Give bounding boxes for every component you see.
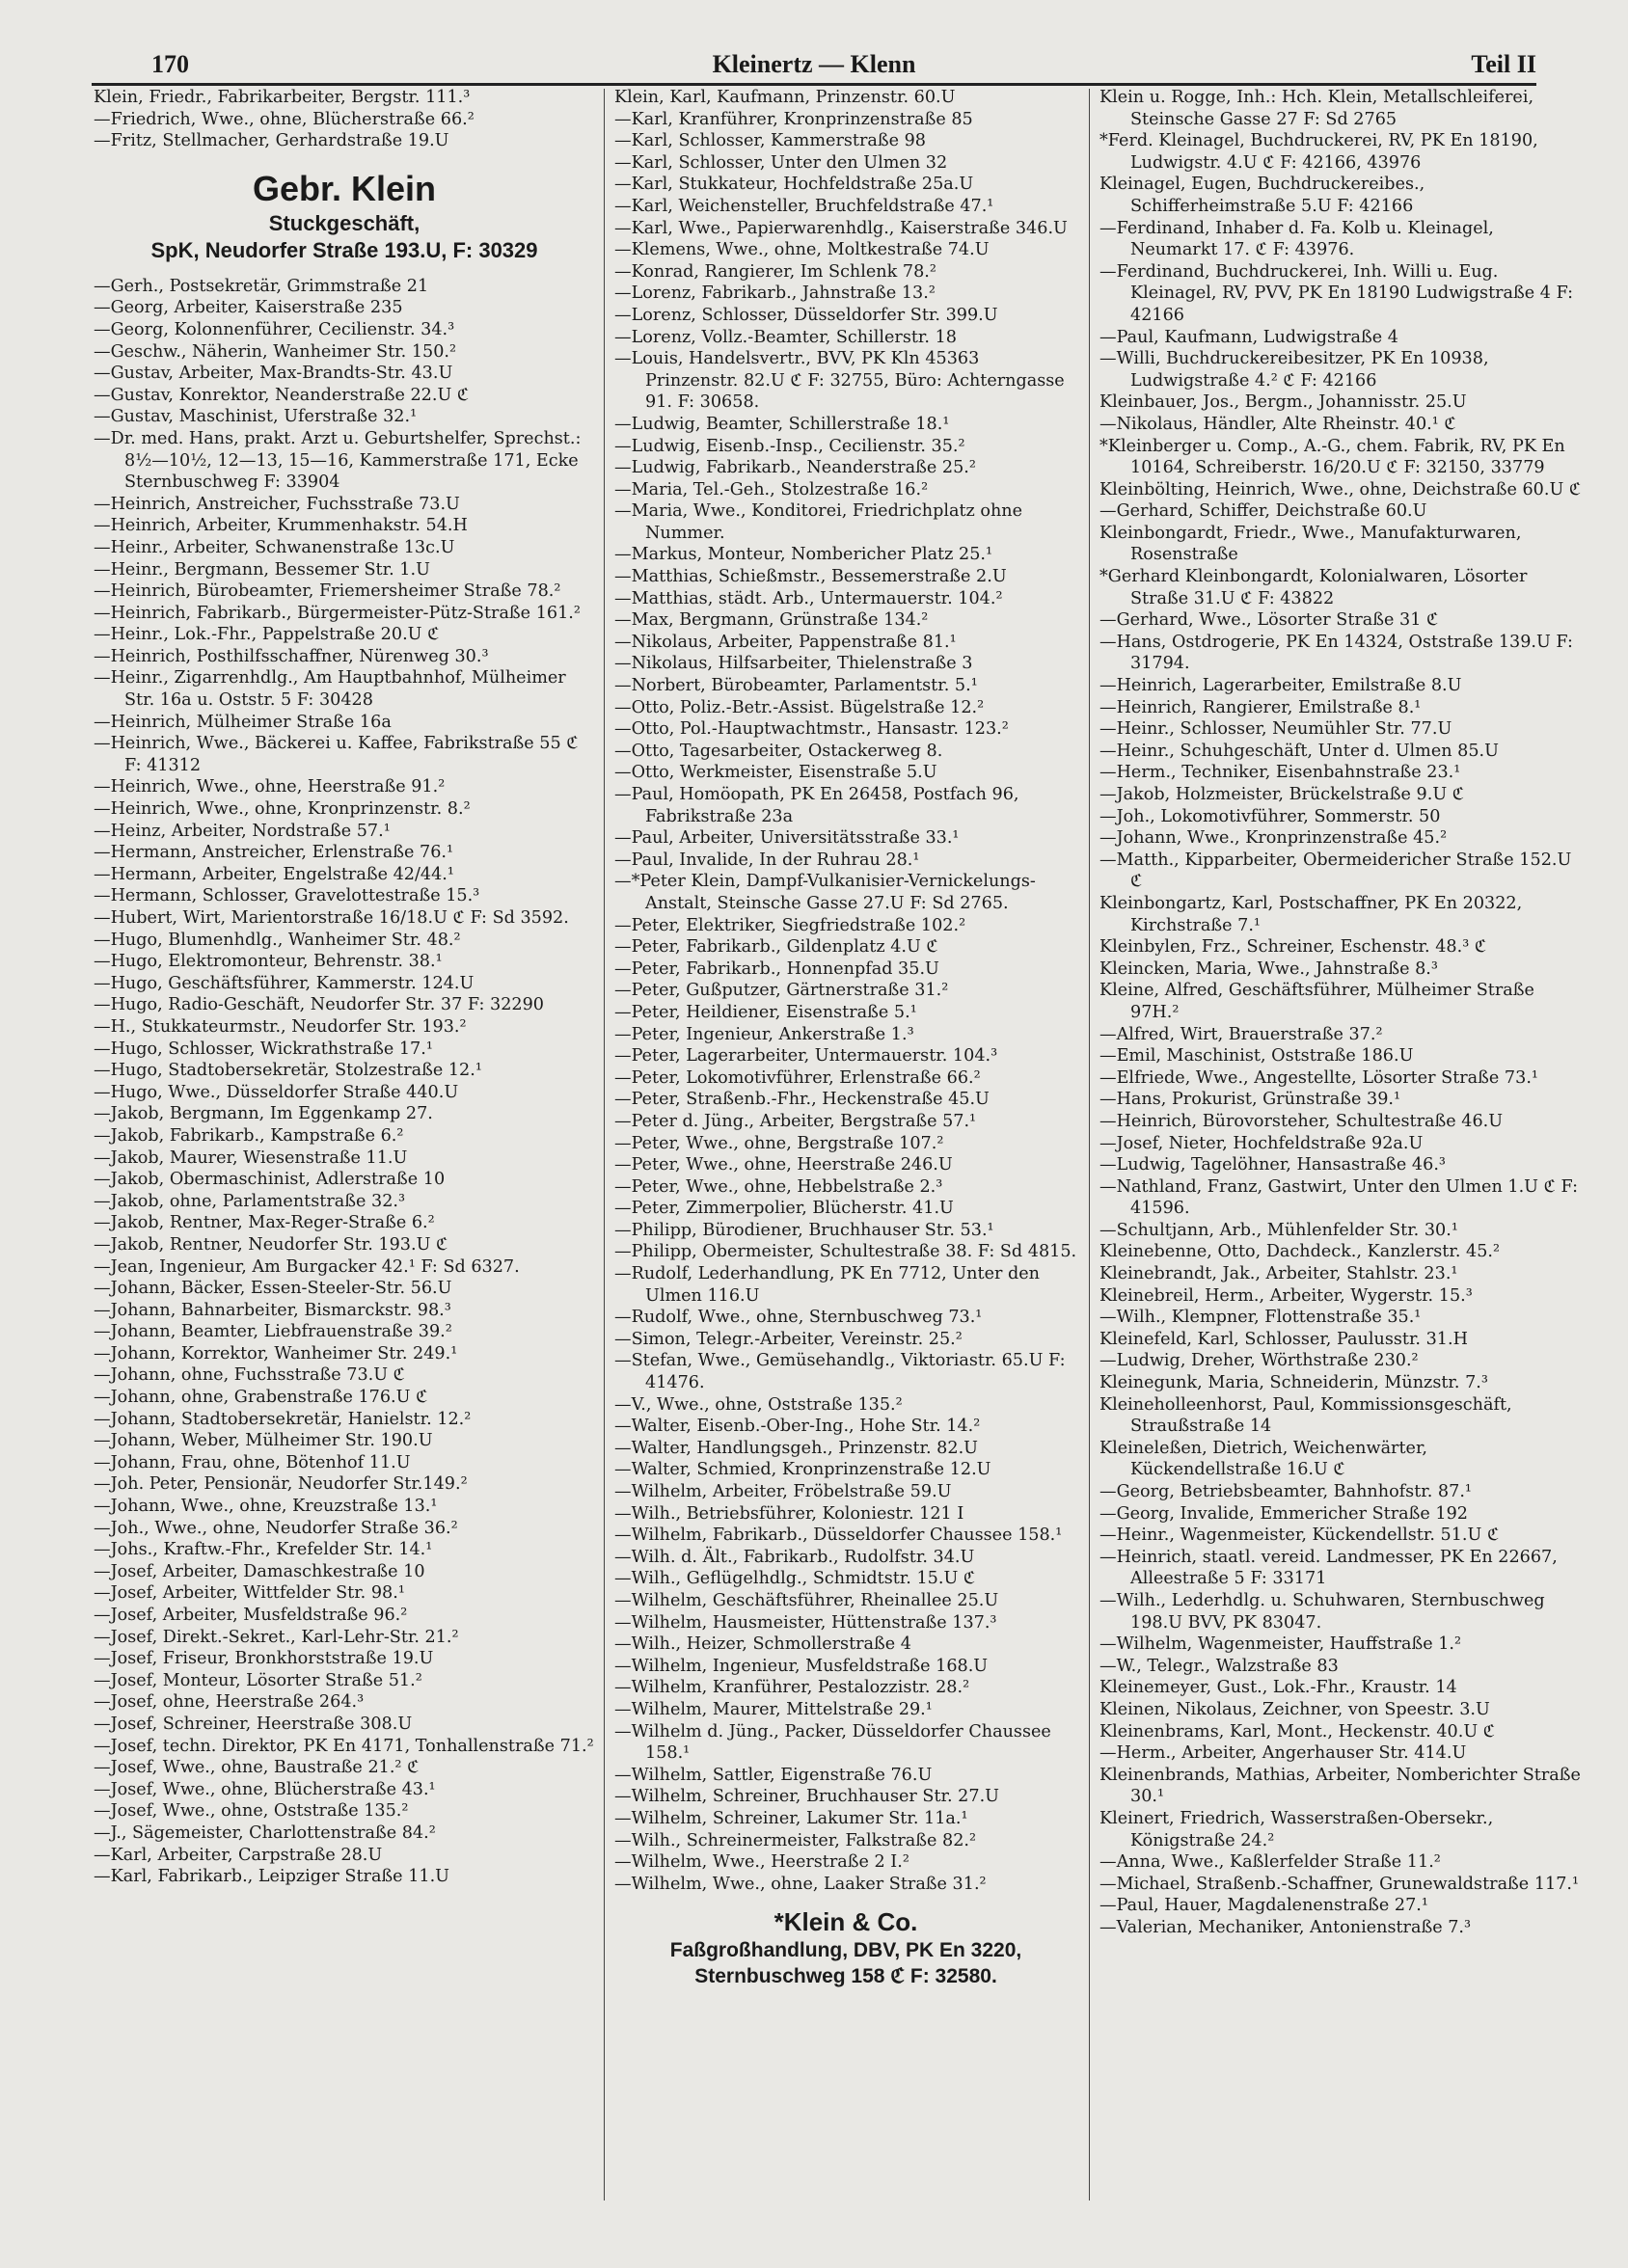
column-2-entries [614,87,1077,1895]
directory-entry: —Hermann, Schlosser, Gravelottestraße 15.³ [94,886,480,906]
directory-entry: —Georg, Betriebsbeamter, Bahnhofstr. 87.¹ [1099,1482,1472,1501]
directory-entry: —Ludwig, Beamter, Schillerstraße 18.¹ [614,414,950,434]
directory-entry: —Dr. med. Hans, prakt. Arzt u. Geburtshelfer, Sprechst.: 8½—10½, 12—13, 15—16, Kammerstraße 171, Ecke Sternbuschweg F: 33904 [94,428,582,493]
directory-entry: —Peter, Straßenb.-Fhr., Heckenstraße 45.U [614,1090,990,1110]
directory-entry: —Heinr., Wagenmeister, Kückendellstr. 51.U ℭ [1099,1526,1500,1546]
directory-entry: —Josef, Wwe., ohne, Oststraße 135.² [94,1801,409,1822]
directory-entry: Kleine, Alfred, Geschäftsführer, Mülheimer Straße 97H.² [1099,981,1534,1022]
directory-entry: —Jakob, Rentner, Neudorfer Str. 193.U ℭ [94,1234,448,1255]
directory-entry: —Hermann, Arbeiter, Engelstraße 42/44.¹ [94,864,454,884]
directory-entry: Kleinbongardt, Friedr., Wwe., Manufakturwaren, Rosenstraße [1099,523,1522,565]
directory-entry: —Heinrich, staatl. vereid. Landmesser, PK En 22667, Alleestraße 5 F: 33171 [1099,1547,1558,1589]
directory-entry: —Wilhelm, Schreiner, Bruchhauser Str. 27.U [614,1787,999,1807]
directory-entry: —Otto, Tagesarbeiter, Ostackerweg 8. [614,741,943,761]
directory-entry: —Klemens, Wwe., ohne, Moltkestraße 74.U [614,240,990,260]
directory-entry: —Ferdinand, Buchdruckerei, Inh. Willi u. Eug. Kleinagel, RV, PVV, PK En 18190 Ludwigstraße 4 F: 42166 [1099,261,1574,325]
directory-entry: —Peter, Wwe., ohne, Heerstraße 246.U [614,1155,953,1175]
directory-entry: Kleinebrandt, Jak., Arbeiter, Stahlstr. 23.¹ [1099,1264,1458,1284]
directory-entry: —Joh. Peter, Pensionär, Neudorfer Str.149.² [94,1474,468,1495]
directory-entry: —Max, Bergmann, Grünstraße 134.² [614,610,929,631]
directory-entry: —Wilhelm, Sattler, Eigenstraße 76.U [614,1765,933,1785]
directory-entry: —Peter, Fabrikarb., Gildenplatz 4.U ℭ [614,937,938,958]
directory-entry: —Peter, Ingenieur, Ankerstraße 1.³ [614,1024,914,1044]
directory-entry: —Wilhelm, Hausmeister, Hüttenstraße 137.³ [614,1612,997,1633]
directory-entry: —Karl, Weichensteller, Bruchfeldstraße 47.¹ [614,196,994,216]
directory-entry: —Karl, Fabrikarb., Leipziger Straße 11.U [94,1867,449,1887]
directory-entry: —Paul, Invalide, In der Ruhrau 28.¹ [614,850,920,870]
directory-entry: —Heinrich, Wwe., Bäckerei u. Kaffee, Fabrikstraße 55 ℭ F: 41312 [94,734,579,775]
directory-entry: —Ferdinand, Inhaber d. Fa. Kolb u. Kleinagel, Neumarkt 17. ℭ F: 43976. [1099,218,1494,260]
directory-entry: —Paul, Kaufmann, Ludwigstraße 4 [1099,327,1398,347]
part-label: Teil II [1471,50,1536,78]
column-1 [94,87,595,2229]
directory-entry: —Nikolaus, Händler, Alte Rheinstr. 40.¹ ℭ [1099,414,1456,434]
directory-entry: —Heinrich, Mülheimer Straße 16a [94,712,392,732]
directory-entry: —Jakob, ohne, Parlamentstraße 32.³ [94,1191,406,1211]
directory-entry: —Heinrich, Rangierer, Emilstraße 8.¹ [1099,697,1422,717]
directory-entry: —Johann, Wwe., Kronprinzenstraße 45.² [1099,828,1448,849]
directory-entry: —Wilhelm, Geschäftsführer, Rheinallee 25.U [614,1590,999,1610]
directory-entry: Kleinbauer, Jos., Bergm., Johannisstr. 25.U [1099,392,1467,413]
directory-entry: —Valerian, Mechaniker, Antonienstraße 7.³ [1099,1917,1472,1937]
directory-entry: —Lorenz, Schlosser, Düsseldorfer Str. 399.U [614,305,998,325]
directory-entry: —Hans, Ostdrogerie, PK En 14324, Oststraße 139.U F: 31794. [1099,632,1573,674]
directory-entry: —Gerhard, Schiffer, Deichstraße 60.U [1099,501,1427,522]
directory-entry: —Johann, ohne, Fuchsstraße 73.U ℭ [94,1365,406,1386]
directory-entry: Kleincken, Maria, Wwe., Jahnstraße 8.³ [1099,958,1438,979]
directory-entry: —Johann, Bahnarbeiter, Bismarckstr. 98.³ [94,1300,451,1320]
directory-entry: —Josef, Direkt.-Sekret., Karl-Lehr-Str. 21.² [94,1627,459,1647]
directory-entry: —Rudolf, Wwe., ohne, Sternbuschweg 73.¹ [614,1308,983,1328]
directory-entry: —Johann, Wwe., ohne, Kreuzstraße 13.¹ [94,1497,438,1517]
directory-entry: —Rudolf, Lederhandlung, PK En 7712, Unter den Ulmen 116.U [614,1264,1041,1306]
ad-name: Gebr. Klein [252,168,437,208]
directory-entry: —Markus, Monteur, Nombericher Platz 25.¹ [614,545,993,565]
directory-entry: —Karl, Kranführer, Kronprinzenstraße 85 [614,109,973,129]
directory-entry: Kleineholleenhorst, Paul, Kommissionsgeschäft, Straußstraße 14 [1099,1394,1512,1437]
directory-entry: —Hugo, Blumenhdlg., Wanheimer Str. 48.² [94,930,461,950]
directory-entry: —Paul, Hauer, Magdalenenstraße 27.¹ [1099,1896,1428,1916]
directory-entry: —Simon, Telegr.-Arbeiter, Vereinstr. 25.² [614,1329,963,1349]
directory-entry: —*Peter Klein, Dampf-Vulkanisier-Vernickelungs-Anstalt, Steinsche Gasse 27.U F: Sd 2765. [614,872,1036,913]
directory-entry: —Peter, Heildiener, Eisenstraße 5.¹ [614,1002,917,1022]
directory-entry: —Josef, Wwe., ohne, Baustraße 21.² ℭ [94,1758,420,1778]
directory-entry: —Heinrich, Wwe., ohne, Heerstraße 91.² [94,777,446,797]
directory-entry: Kleinbölting, Heinrich, Wwe., ohne, Deichstraße 60.U ℭ [1099,479,1582,500]
ad-address: SpK, Neudorfer Straße 193.U, F: 30329 [150,237,538,262]
directory-entry: —Karl, Wwe., Papierwarenhdlg., Kaiserstraße 346.U [614,218,1068,238]
directory-entry: —Wilhelm, Kranführer, Pestalozzistr. 28.² [614,1678,970,1698]
directory-entry: —Johann, ohne, Grabenstraße 176.U ℭ [94,1388,428,1408]
directory-entry: Kleinenbrands, Mathias, Arbeiter, Nomberichter Straße 30.¹ [1099,1765,1581,1807]
directory-entry: —Gustav, Maschinist, Uferstraße 32.¹ [94,407,418,427]
directory-entry: —Peter, Zimmerpolier, Blücherstr. 41.U [614,1199,954,1219]
directory-entry: —Peter, Wwe., ohne, Bergstraße 107.² [614,1133,944,1153]
directory-entry: —Hubert, Wirt, Marientorstraße 16/18.U ℭ F: Sd 3592. [94,908,569,928]
ad-line-2: Sternbuschweg 158 ℭ F: 32580. [694,1965,997,1988]
directory-entry: —Herm., Arbeiter, Angerhauser Str. 414.U [1099,1743,1467,1764]
directory-entry: —Johann, Beamter, Liebfrauenstraße 39.² [94,1322,452,1342]
directory-entry: —Ludwig, Dreher, Wörthstraße 230.² [1099,1351,1419,1371]
directory-entry: —Wilhelm, Wagenmeister, Hauffstraße 1.² [1099,1634,1462,1655]
directory-entry: Kleinebreil, Herm., Arbeiter, Wygerstr. 15.³ [1099,1285,1473,1306]
directory-entry: —Nikolaus, Arbeiter, Pappenstraße 81.¹ [614,632,957,652]
directory-entry: Kleinegunk, Maria, Schneiderin, Münzstr. 7.³ [1099,1373,1488,1393]
directory-entry: —Emil, Maschinist, Oststraße 186.U [1099,1046,1414,1066]
directory-entry: —Wilh., Heizer, Schmollerstraße 4 [614,1634,911,1655]
directory-entry: —Fritz, Stellmacher, Gerhardstraße 19.U [94,131,449,151]
directory-entry: —Norbert, Bürobeamter, Parlamentstr. 5.¹ [614,676,978,696]
directory-entry: —Heinr., Lok.-Fhr., Pappelstraße 20.U ℭ [94,625,440,645]
directory-entry: —Ludwig, Tagelöhner, Hansastraße 46.³ [1099,1155,1446,1175]
directory-entry: —Joh., Wwe., ohne, Neudorfer Straße 36.² [94,1518,458,1538]
directory-entry: —Hugo, Radio-Geschäft, Neudorfer Str. 37 F: 32290 [94,995,544,1015]
directory-entry: —Schultjann, Arb., Mühlenfelder Str. 30.¹ [1099,1220,1458,1240]
directory-entry: —Heinz, Arbeiter, Nordstraße 57.¹ [94,821,391,841]
directory-entry: —Wilhelm, Arbeiter, Fröbelstraße 59.U [614,1482,952,1501]
directory-entry: —Johs., Kraftw.-Fhr., Krefelder Str. 14.¹ [94,1540,433,1560]
ad-trade: Stuckgeschäft, [268,210,421,235]
directory-entry: —Peter, Elektriker, Siegfriedstraße 102.² [614,915,966,935]
directory-entry: —Heinrich, Bürobeamter, Friemersheimer Straße 78.² [94,581,561,602]
directory-entry: —Jakob, Rentner, Max-Reger-Straße 6.² [94,1213,435,1233]
directory-entry: —Josef, Nieter, Hochfeldstraße 92a.U [1099,1133,1424,1153]
directory-entry: —Wilhelm, Maurer, Mittelstraße 29.¹ [614,1699,933,1719]
directory-entry: —Paul, Homöopath, PK En 26458, Postfach 96, Fabrikstraße 23a [614,785,1019,826]
directory-entry: —Matth., Kipparbeiter, Obermeidericher Straße 152.U ℭ [1099,850,1572,892]
directory-entry: —Georg, Invalide, Emmericher Straße 192 [1099,1503,1468,1524]
ad-line-1: Faßgroßhandlung, DBV, PK En 3220, [669,1939,1022,1962]
directory-entry: —Wilhelm, Wwe., ohne, Laaker Straße 31.² [614,1874,987,1894]
directory-entry: —Ludwig, Fabrikarb., Neanderstraße 25.² [614,458,976,478]
directory-entry: —Josef, Wwe., ohne, Blücherstraße 43.¹ [94,1779,436,1799]
directory-entry: —Otto, Werkmeister, Eisenstraße 5.U [614,763,937,783]
column-divider [1089,89,1090,2200]
directory-entry: —Walter, Schmied, Kronprinzenstraße 12.U [614,1460,991,1480]
directory-entry: —Hugo, Geschäftsführer, Kammerstr. 124.U [94,973,475,993]
directory-entry: —Heinr., Schlosser, Neumühler Str. 77.U [1099,719,1452,740]
directory-entry: —Maria, Wwe., Konditorei, Friedrichplatz ohne Nummer. [614,501,1023,543]
directory-entry: —Gustav, Konrektor, Neanderstraße 22.U ℭ [94,385,470,405]
directory-entry: —Maria, Tel.-Geh., Stolzestraße 16.² [614,479,929,500]
directory-entry: —Lorenz, Vollz.-Beamter, Schillerstr. 18 [614,327,957,347]
directory-entry: —Hans, Prokurist, Grünstraße 39.¹ [1099,1090,1401,1110]
directory-entry: —Otto, Poliz.-Betr.-Assist. Bügelstraße 12.² [614,697,985,717]
directory-entry: Kleinen, Nikolaus, Zeichner, von Speestr. 3.U [1099,1699,1490,1719]
directory-entry: —Johann, Bäcker, Essen-Steeler-Str. 56.U [94,1279,452,1299]
column-1-entries [94,87,595,152]
column-3 [1099,87,1582,2229]
directory-entry: —Jean, Ingenieur, Am Burgacker 42.¹ F: Sd 6327. [94,1256,520,1277]
directory-entry: —Josef, Arbeiter, Musfeldstraße 96.² [94,1606,408,1625]
directory-entry: —Heinrich, Anstreicher, Fuchsstraße 73.U [94,494,460,514]
directory-entry: —Heinrich, Arbeiter, Krummenhakstr. 54.H [94,516,468,536]
directory-entry: —Philipp, Obermeister, Schultestraße 38. F: Sd 4815. [614,1242,1077,1262]
directory-entry: Kleinbylen, Frz., Schreiner, Eschenstr. 48.³ ℭ [1099,937,1487,958]
directory-entry: —H., Stukkateurmstr., Neudorfer Str. 193.² [94,1016,467,1037]
directory-entry: —Johann, Weber, Mülheimer Str. 190.U [94,1431,433,1451]
directory-entry: —Louis, Handelsvertr., BVV, PK Kln 45363 Prinzenstr. 82.U ℭ F: 32755, Büro: Achterngasse 91. F: 30658. [614,349,1065,413]
directory-entry: —Wilhelm, Fabrikarb., Düsseldorfer Chaussee 158.¹ [614,1526,1063,1546]
directory-entry: —J., Sägemeister, Charlottenstraße 84.² [94,1822,436,1843]
directory-entry: —Heinr., Arbeiter, Schwanenstraße 13c.U [94,537,455,557]
directory-entry: —Heinrich, Bürovorsteher, Schultestraße 46.U [1099,1111,1504,1131]
directory-entry: —Karl, Stukkateur, Hochfeldstraße 25a.U [614,175,974,195]
directory-entry: —Hugo, Wwe., Düsseldorfer Straße 440.U [94,1082,459,1102]
directory-entry: *Ferd. Kleinagel, Buchdruckerei, RV, PK En 18190, Ludwigstr. 4.U ℭ F: 42166, 43976 [1099,131,1538,173]
column-2 [614,87,1077,2229]
column-divider [604,89,605,2200]
directory-entry: —Peter, Lokomotivführer, Erlenstraße 66.² [614,1067,981,1088]
directory-entry: —Peter, Fabrikarb., Honnenpfad 35.U [614,958,939,979]
directory-entry: —Georg, Kolonnenführer, Cecilienstr. 34.³ [94,319,455,339]
directory-entry: —Hugo, Schlosser, Wickrathstraße 17.¹ [94,1039,433,1059]
directory-entry: Klein, Friedr., Fabrikarbeiter, Bergstr. 111.³ [94,88,471,107]
directory-entry: —Jakob, Maurer, Wiesenstraße 11.U [94,1148,408,1168]
gebr-klein-ad [94,152,595,276]
directory-entry: —Konrad, Rangierer, Im Schlenk 78.² [614,261,936,282]
directory-entry: —Hugo, Stadtobersekretär, Stolzestraße 12.¹ [94,1061,482,1081]
directory-entry: —Walter, Eisenb.-Ober-Ing., Hohe Str. 14.² [614,1417,981,1437]
directory-entry: —Paul, Arbeiter, Universitätsstraße 33.¹ [614,828,960,849]
directory-entry: —Michael, Straßenb.-Schaffner, Grunewaldstraße 117.¹ [1099,1874,1580,1894]
directory-entry: Kleinert, Friedrich, Wasserstraßen-Obersekr., Königstraße 24.² [1099,1808,1494,1850]
directory-entry: —Geschw., Näherin, Wanheimer Str. 150.² [94,341,457,362]
directory-entry: —Peter, Wwe., ohne, Hebbelstraße 2.³ [614,1176,943,1197]
directory-entry: —Gerhard, Wwe., Lösorter Straße 31 ℭ [1099,610,1439,631]
directory-entry: —Josef, Monteur, Lösorter Straße 51.² [94,1670,422,1690]
directory-entry: —Herm., Techniker, Eisenbahnstraße 23.¹ [1099,763,1461,783]
directory-entry: Kleineleßen, Dietrich, Weichenwärter, Kückendellstraße 16.U ℭ [1099,1438,1428,1480]
directory-entry: —Walter, Handlungsgeh., Prinzenstr. 82.U [614,1438,978,1458]
page-header [92,44,1536,86]
directory-entry: —Josef, ohne, Heerstraße 264.³ [94,1692,365,1713]
directory-entry: —Karl, Schlosser, Kammerstraße 98 [614,131,927,151]
page-number: 170 [151,50,189,78]
directory-entry: —Hermann, Anstreicher, Erlenstraße 76.¹ [94,843,454,863]
klein-co-ad [614,1895,1077,1989]
directory-entry: —Peter d. Jüng., Arbeiter, Bergstraße 57.¹ [614,1111,977,1131]
directory-entry: —Heinrich, Lagerarbeiter, Emilstraße 8.U [1099,676,1462,696]
directory-entry: —Wilh., Geflügelhdlg., Schmidtstr. 15.U ℭ [614,1569,976,1589]
directory-entry: Kleinemeyer, Gust., Lok.-Fhr., Kraustr. 14 [1099,1678,1457,1698]
directory-entry: —Matthias, Schießmstr., Bessemerstraße 2.U [614,567,1007,587]
directory-entry: —Jakob, Obermaschinist, Adlerstraße 10 [94,1170,446,1190]
directory-entry: Kleinenbrams, Karl, Mont., Heckenstr. 40.U ℭ [1099,1721,1496,1742]
directory-entry: —Josef, techn. Direktor, PK En 4171, Tonhallenstraße 71.² [94,1736,594,1756]
directory-entry: —Heinrich, Fabrikarb., Bürgermeister-Pütz-Straße 161.² [94,603,581,623]
directory-entry: —Alfred, Wirt, Brauerstraße 37.² [1099,1024,1383,1044]
directory-entry: —Wilhelm, Wwe., Heerstraße 2 I.² [614,1852,909,1873]
directory-entry: Klein, Karl, Kaufmann, Prinzenstr. 60.U [614,88,956,107]
directory-entry: —Heinrich, Posthilfsschaffner, Nürenweg 30.³ [94,646,489,666]
directory-entry: —Wilhelm, Ingenieur, Musfeldstraße 168.U [614,1656,989,1676]
directory-entry: —Friedrich, Wwe., ohne, Blücherstraße 66.² [94,109,475,129]
directory-entry: —Heinr., Bergmann, Bessemer Str. 1.U [94,559,430,580]
directory-entry: —Nathland, Franz, Gastwirt, Unter den Ulmen 1.U ℭ F: 41596. [1099,1176,1579,1219]
directory-entry: —V., Wwe., ohne, Oststraße 135.² [614,1394,903,1415]
directory-entry: *Gerhard Kleinbongardt, Kolonialwaren, Lösorter Straße 31.U ℭ F: 43822 [1099,567,1528,608]
directory-entry: —Wilh., Betriebsführer, Koloniestr. 121 I [614,1503,964,1524]
directory-entry: —Jakob, Holzmeister, Brückelstraße 9.U ℭ [1099,785,1465,804]
directory-entry: —Wilh., Schreinermeister, Falkstraße 82.² [614,1830,977,1850]
running-title: Kleinertz — Klenn [712,50,916,78]
directory-entry: —Josef, Schreiner, Heerstraße 308.U [94,1714,413,1734]
directory-entry: —Georg, Arbeiter, Kaiserstraße 235 [94,298,403,318]
directory-entry: —Willi, Buchdruckereibesitzer, PK En 10938, Ludwigstraße 4.² ℭ F: 42166 [1099,349,1489,391]
directory-entry: —Joh., Lokomotivführer, Sommerstr. 50 [1099,806,1441,826]
directory-entry: —Peter, Gußputzer, Gärtnerstraße 31.² [614,981,949,1001]
directory-entry: —Hugo, Elektromonteur, Behrenstr. 38.¹ [94,952,443,972]
directory-entry: *Kleinberger u. Comp., A.-G., chem. Fabrik, RV, PK En 10164, Schreiberstr. 16/20.U ℭ F: 32150, 33779 [1099,436,1565,478]
directory-entry: —Josef, Arbeiter, Damaschkestraße 10 [94,1561,425,1581]
directory-entry: —Jakob, Fabrikarb., Kampstraße 6.² [94,1125,404,1146]
directory-entry: Kleinefeld, Karl, Schlosser, Paulusstr. 31.H [1099,1329,1468,1349]
directory-entry: Kleinbongartz, Karl, Postschaffner, PK En 20322, Kirchstraße 7.¹ [1099,893,1523,935]
directory-entry: —Heinr., Zigarrenhdlg., Am Hauptbahnhof, Mülheimer Str. 16a u. Oststr. 5 F: 30428 [94,668,566,711]
directory-entry: —Peter, Lagerarbeiter, Untermauerstr. 104.³ [614,1046,998,1066]
column-1-entries-cont [94,276,595,1888]
directory-entry: —Anna, Wwe., Kaßlerfelder Straße 11.² [1099,1852,1441,1873]
directory-entry: —Lorenz, Fabrikarb., Jahnstraße 13.² [614,284,936,304]
ad-name: *Klein & Co. [773,1907,918,1937]
directory-entry: —Stefan, Wwe., Gemüsehandlg., Viktoriastr. 65.U F: 41476. [614,1351,1066,1393]
directory-entry: —Heinrich, Wwe., ohne, Kronprinzenstr. 8.² [94,799,471,820]
directory-entry: —W., Telegr., Walzstraße 83 [1099,1656,1339,1676]
directory-entry: —Wilhelm d. Jüng., Packer, Düsseldorfer Chaussee 158.¹ [614,1721,1051,1764]
directory-entry: —Ludwig, Eisenb.-Insp., Cecilienstr. 35.² [614,436,965,456]
directory-entry: —Karl, Schlosser, Unter den Ulmen 32 [614,152,948,173]
directory-entry: —Otto, Pol.-Hauptwachtmstr., Hansastr. 123.² [614,719,1009,740]
directory-entry: —Gustav, Arbeiter, Max-Brandts-Str. 43.U [94,364,453,384]
directory-entry: —Johann, Stadtobersekretär, Hanielstr. 12.² [94,1409,472,1429]
directory-entry: —Wilh. d. Ält., Fabrikarb., Rudolfstr. 34.U [614,1547,975,1567]
directory-entry: —Nikolaus, Hilfsarbeiter, Thielenstraße 3 [614,654,973,674]
directory-entry: —Johann, Korrektor, Wanheimer Str. 249.¹ [94,1343,458,1364]
directory-entry: —Wilh., Lederhdlg. u. Schuhwaren, Sternbuschweg 198.U BVV, PK 83047. [1099,1590,1545,1633]
column-3-entries [1099,87,1582,1938]
directory-entry: Kleinagel, Eugen, Buchdruckereibes., Schifferheimstraße 5.U F: 42166 [1099,175,1425,216]
directory-entry: —Jakob, Bergmann, Im Eggenkamp 27. [94,1104,433,1124]
directory-entry: Klein u. Rogge, Inh.: Hch. Klein, Metallschleiferei, Steinsche Gasse 27 F: Sd 2765 [1099,88,1534,129]
directory-entry: Kleinebenne, Otto, Dachdeck., Kanzlerstr. 45.² [1099,1242,1501,1262]
directory-entry: —Josef, Friseur, Bronkhorststraße 19.U [94,1649,434,1669]
directory-entry: —Wilhelm, Schreiner, Lakumer Str. 11a.¹ [614,1808,968,1828]
directory-entry: —Matthias, städt. Arb., Untermauerstr. 104.² [614,588,1003,608]
directory-entry: —Elfriede, Wwe., Angestellte, Lösorter Straße 73.¹ [1099,1067,1538,1088]
directory-entry: —Karl, Arbeiter, Carpstraße 28.U [94,1845,383,1865]
directory-entry: —Heinr., Schuhgeschäft, Unter d. Ulmen 85.U [1099,741,1499,761]
directory-entry: —Gerh., Postsekretär, Grimmstraße 21 [94,276,429,296]
directory-entry: —Johann, Frau, ohne, Bötenhof 11.U [94,1452,411,1472]
directory-entry: —Philipp, Bürodiener, Bruchhauser Str. 53.¹ [614,1220,994,1240]
directory-entry: —Josef, Arbeiter, Wittfelder Str. 98.¹ [94,1583,405,1604]
directory-entry: —Wilh., Klempner, Flottenstraße 35.¹ [1099,1308,1422,1328]
